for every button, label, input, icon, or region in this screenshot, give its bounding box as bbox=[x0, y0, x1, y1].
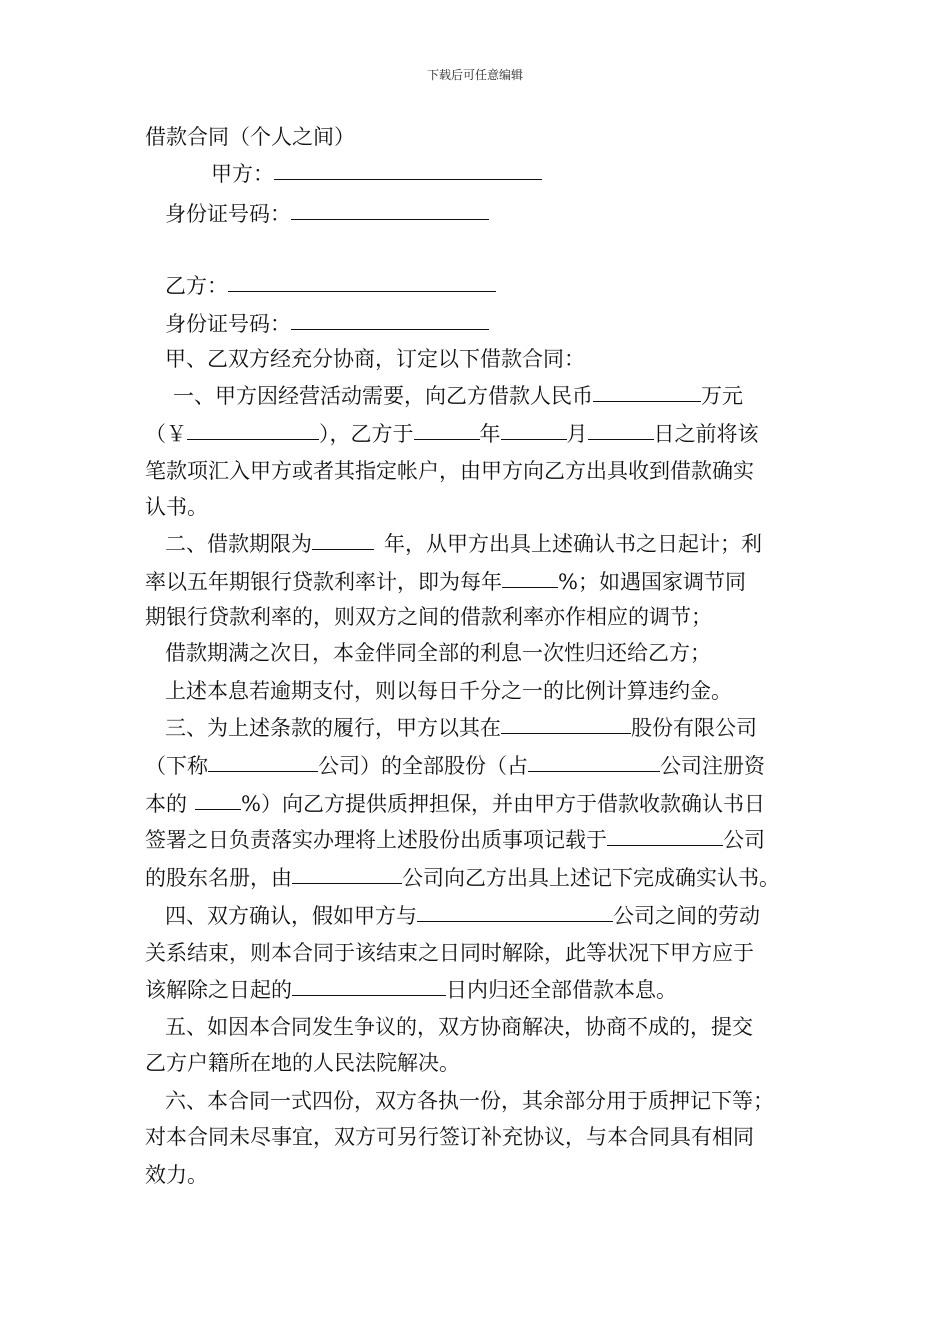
party-b-id-label: 身份证号码： bbox=[165, 312, 291, 336]
clause-3-text: 公司注册资 bbox=[660, 754, 765, 778]
intro-text: 甲、乙双方经充分协商，订定以下借款合同： bbox=[165, 347, 585, 371]
clause-2-text: 二、借款期限为 bbox=[165, 532, 312, 556]
interest-rate-blank[interactable] bbox=[502, 565, 558, 588]
clause-3-line-5 bbox=[145, 862, 780, 893]
clause-4-text: 日内归还全部借款本息。 bbox=[446, 978, 677, 1002]
party-a-id-row bbox=[165, 198, 489, 229]
register-company-blank[interactable] bbox=[607, 823, 723, 846]
clause-2-line-1 bbox=[165, 528, 762, 559]
clause-3-text: 三、为上述条款的履行，甲方以其在 bbox=[165, 716, 501, 740]
clause-3-line-4 bbox=[145, 824, 765, 855]
clause-1-line-4: 认书。 bbox=[145, 495, 208, 519]
party-b-id-blank[interactable] bbox=[291, 307, 489, 330]
clause-3-text: 公司）的全部股份（占 bbox=[318, 754, 528, 778]
clause-3-line-2 bbox=[145, 750, 765, 781]
clause-2-line-2 bbox=[145, 566, 746, 597]
party-a-name-blank[interactable] bbox=[274, 157, 542, 180]
clause-5-line-1: 五、如因本合同发生争议的，双方协商解决，协商不成的，提交 bbox=[165, 1015, 753, 1039]
clause-1-text: 一、甲方因经营活动需要，向乙方借款人民币 bbox=[173, 384, 593, 408]
clause-1-text: 日之前将该 bbox=[653, 422, 759, 446]
contract-title: 借款合同（个人之间） bbox=[145, 125, 355, 149]
clause-3-line-1 bbox=[165, 712, 757, 743]
clause-3-text: 签署之日负责落实办理将上述股份出质事项记载于 bbox=[145, 828, 607, 852]
employer-company-blank[interactable] bbox=[417, 899, 613, 922]
clause-3-text: 公司 bbox=[723, 828, 765, 852]
clause-2-text: 年，从甲方出具上述确认书之日起计；利 bbox=[384, 532, 762, 556]
clause-1-text: ），乙方于 bbox=[319, 422, 414, 446]
clause-3-text: （下称 bbox=[145, 754, 208, 778]
clause-1-line-2 bbox=[145, 418, 759, 449]
clause-1-text: 月 bbox=[566, 422, 588, 446]
party-a-label: 甲方： bbox=[211, 162, 274, 186]
company-name-blank[interactable] bbox=[501, 711, 631, 734]
clause-2-line-4: 借款期满之次日，本金伴同全部的利息一次性归还给乙方； bbox=[165, 641, 711, 665]
clause-1-unit: 万元 bbox=[701, 384, 743, 408]
share-percent-blank[interactable] bbox=[195, 787, 241, 810]
clause-4-text: 四、双方确认，假如甲方与 bbox=[165, 904, 417, 928]
share-ratio-company-blank[interactable] bbox=[528, 749, 660, 772]
clause-1-line-3: 笔款项汇入甲方或者其指定帐户，由甲方向乙方出具收到借款确实 bbox=[145, 459, 754, 483]
clause-6-line-1: 六、本合同一式四份，双方各执一份，其余部分用于质押记下等； bbox=[165, 1089, 774, 1113]
loan-amount-blank[interactable] bbox=[593, 379, 701, 402]
clause-3-text: 公司向乙方出具上述记下完成确实认书。 bbox=[402, 866, 780, 890]
party-b-row bbox=[165, 270, 496, 301]
clause-1-text: 年 bbox=[479, 422, 501, 446]
party-a-id-blank[interactable] bbox=[291, 197, 489, 220]
clause-4-line-3 bbox=[145, 974, 677, 1005]
page-header-note: 下载后可任意编辑 bbox=[426, 68, 523, 82]
party-b-label: 乙方： bbox=[165, 274, 228, 298]
clause-6-line-2: 对本合同未尽事宜，双方可另行签订补充协议，与本合同具有相同 bbox=[145, 1125, 754, 1149]
clause-3-text: 本的 bbox=[145, 792, 187, 816]
clause-1-text: （￥ bbox=[145, 422, 187, 446]
clause-2-line-5: 上述本息若逾期支付，则以每日千分之一的比例计算违约金。 bbox=[165, 679, 732, 703]
clause-4-text: 公司之间的劳动 bbox=[613, 904, 760, 928]
clause-2-text: %；如遇国家调节同 bbox=[558, 570, 746, 594]
clause-3-text: 股份有限公司 bbox=[631, 716, 757, 740]
party-a-id-label: 身份证号码： bbox=[165, 202, 291, 226]
loan-term-blank[interactable] bbox=[312, 527, 374, 550]
clause-3-text: %）向乙方提供质押担保，并由甲方于借款收款确认书日 bbox=[241, 792, 765, 816]
repay-days-blank[interactable] bbox=[292, 973, 446, 996]
party-a-row bbox=[211, 158, 542, 189]
company-short-name-blank[interactable] bbox=[208, 749, 318, 772]
clause-2-text: 率以五年期银行贷款利率计，即为每年 bbox=[145, 570, 502, 594]
month-blank[interactable] bbox=[501, 417, 567, 440]
clause-4-line-1 bbox=[165, 900, 760, 931]
clause-1-line-1 bbox=[173, 380, 743, 411]
clause-6-line-3: 效力。 bbox=[145, 1163, 208, 1187]
loan-amount-figure-blank[interactable] bbox=[187, 417, 319, 440]
issuing-company-blank[interactable] bbox=[292, 861, 402, 884]
clause-5-line-2: 乙方户籍所在地的人民法院解决。 bbox=[145, 1051, 460, 1075]
clause-2-line-3: 期银行贷款利率的，则双方之间的借款利率亦作相应的调节； bbox=[145, 605, 712, 629]
clause-4-line-2: 关系结束，则本合同于该结束之日同时解除，此等状况下甲方应于 bbox=[145, 941, 754, 965]
clause-4-text: 该解除之日起的 bbox=[145, 978, 292, 1002]
day-blank[interactable] bbox=[588, 417, 654, 440]
party-b-id-row bbox=[165, 308, 489, 339]
clause-3-line-3 bbox=[145, 788, 765, 819]
party-b-name-blank[interactable] bbox=[228, 269, 496, 292]
year-blank[interactable] bbox=[414, 417, 480, 440]
clause-3-text: 的股东名册，由 bbox=[145, 866, 292, 890]
